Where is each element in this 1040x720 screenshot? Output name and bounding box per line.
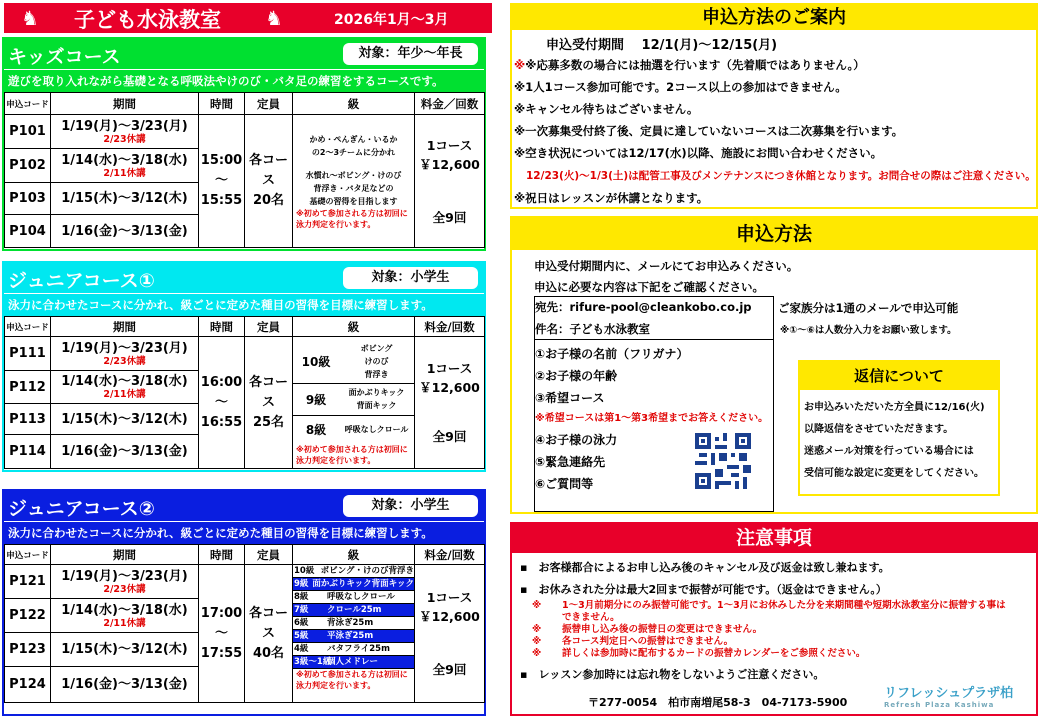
col-header: 期間 <box>51 545 199 565</box>
col-header: 期間 <box>51 93 199 115</box>
course-time: 17:00 ～ 17:55 <box>199 565 245 703</box>
email-template-box <box>534 296 774 512</box>
course-fee: 1コース ￥12,600 全9回 <box>415 565 485 703</box>
level-row: 6級 背泳ぎ25m <box>293 617 414 630</box>
course-code: P114 <box>5 435 51 469</box>
course-description: 泳力に合わせたコースに分かれ、級ごとに定めた種目の習得を目標に練習します。 <box>4 522 484 544</box>
col-header: 申込コード <box>5 317 51 337</box>
level-row: 4級 バタフライ25m <box>293 643 414 656</box>
course-period: 1/14(水)～3/18(水) 2/11休講 <box>51 599 199 633</box>
field-item: ③希望コース <box>535 391 605 405</box>
course-code: P124 <box>5 667 51 703</box>
term-dates: 2026年1月～3月 <box>334 12 449 28</box>
target-badge: 対象：小学生 <box>343 495 478 517</box>
course-code: P112 <box>5 371 51 404</box>
course-code: P122 <box>5 599 51 633</box>
target-badge: 対象：小学生 <box>343 267 478 289</box>
qr-code-icon[interactable] <box>695 433 751 489</box>
col-header: 定員 <box>245 93 293 115</box>
course-fee: 1コース ￥12,600 全9回 <box>415 337 485 469</box>
header-banner <box>4 3 492 33</box>
junior1-course-panel <box>2 261 486 472</box>
col-header: 時間 <box>199 317 245 337</box>
course-period: 1/19(月)～3/23(月) 2/23休講 <box>51 565 199 599</box>
caution-box <box>510 522 1038 716</box>
maintenance-notice: 12/23(火)～1/3(土)は配管工事及びメンテナンスにつき休館となります。お問合せの際はご注意ください。 <box>526 170 1036 182</box>
level-row: 8級 呼吸なしクロール <box>293 591 414 604</box>
caution-item: ▪ お休みされた分は最大2回まで振替が可能です。（返金はできません。） <box>520 583 887 596</box>
course-code: P123 <box>5 633 51 667</box>
col-header: 料金／回数 <box>415 93 485 115</box>
reply-title: 返信について <box>800 362 998 390</box>
col-header: 期間 <box>51 317 199 337</box>
target-badge: 対象：年少～年長 <box>343 43 478 65</box>
caution-title: 注意事項 <box>512 524 1036 553</box>
course-code: P102 <box>5 149 51 183</box>
field-item: ②お子様の年齢 <box>535 369 618 383</box>
holiday-notice: ※祝日はレッスンが休講となります。 <box>514 191 709 205</box>
course-time: 15:00 ～ 15:55 <box>199 115 245 248</box>
course-period: 1/19(月)～3/23(月) 2/23休講 <box>51 115 199 149</box>
col-header: 申込コード <box>5 93 51 115</box>
course-time: 16:00 ～ 16:55 <box>199 337 245 469</box>
table-row <box>5 565 485 599</box>
course-levels: 10級 ボビング・けのび背浮き 9級 面かぶりキック背面キック 8級 呼吸なしクロール 7級 クロール25m 6級 背泳ぎ25m 5級 平泳ぎ25m 4級 バタフライ25m 3級～1級 個人メドレー ※初めて参加される方は初回に泳力判定を行います。 <box>293 565 415 703</box>
level-row: 5級 平泳ぎ25m <box>293 630 414 643</box>
method-line: 申込受付期間内に、メールにてお申込みください。 <box>534 259 799 273</box>
level-row: 7級 クロール25m <box>293 604 414 617</box>
table-header-row <box>5 545 485 565</box>
course-capacity: 各コース 20名 <box>245 115 293 248</box>
level-row: 10級 ボビング・けのび背浮き <box>293 565 414 578</box>
course-period: 1/15(木)～3/12(木) <box>51 183 199 215</box>
guide-item: ※空き状況については12/17(水)以降、施設にお問い合わせください。 <box>514 146 883 160</box>
course-period: 1/15(木)～3/12(木) <box>51 633 199 667</box>
reply-line: 以降返信をさせていただきます。 <box>804 424 954 435</box>
col-header: 定員 <box>245 317 293 337</box>
course-code: P103 <box>5 183 51 215</box>
course-code: P121 <box>5 565 51 599</box>
level-row: 3級～1級 個人メドレー <box>293 656 414 669</box>
course-code: P101 <box>5 115 51 149</box>
course-code: P111 <box>5 337 51 371</box>
course-choice-note: ※希望コースは第1～第3希望までお答えください。 <box>535 413 769 424</box>
method-line: 申込に必要な内容は下記をご確認ください。 <box>534 280 764 294</box>
col-header: 定員 <box>245 545 293 565</box>
guide-item: ※キャンセル待ちはございません。 <box>514 102 699 116</box>
horse-icon: ♞ <box>265 6 283 30</box>
kids-course-panel <box>2 37 486 251</box>
course-table <box>4 316 485 469</box>
col-header: 級 <box>293 93 415 115</box>
email-subject: 件名：子ども水泳教室 <box>535 322 650 336</box>
course-name: ジュニアコース② <box>8 498 155 520</box>
course-name: ジュニアコース① <box>8 270 155 292</box>
table-row <box>5 337 485 371</box>
family-input-note: ※①～⑥は人数分入力をお願い致します。 <box>780 325 957 336</box>
kids-course-header <box>4 39 484 69</box>
junior2-course-panel <box>2 489 486 716</box>
level-row: 9級 面かぶりキック背面キック <box>293 578 414 591</box>
table-row <box>5 115 485 149</box>
level-row: 8級 呼吸なしクロール <box>305 423 409 437</box>
email-address[interactable]: 宛先：rifure-pool@cleankobo.co.jp <box>535 300 752 314</box>
course-table <box>4 544 485 703</box>
application-period: 申込受付期間 12/1(月)～12/15(月) <box>546 38 778 53</box>
caution-item: ▪ レッスン参加時には忘れ物をしないようご注意ください。 <box>520 668 825 681</box>
application-method-box <box>510 216 1038 514</box>
col-header: 申込コード <box>5 545 51 565</box>
table-header-row <box>5 93 485 115</box>
course-levels: かめ・ぺんぎん・いるか の2～3チームに分かれ 水慣れ～ボビング・けのび 背浮き・バタ足などの 基礎の習得を目指します ※初めて参加される方は初回に泳力判定を行います。 <box>293 115 415 248</box>
course-capacity: 各コース 25名 <box>245 337 293 469</box>
horse-icon: ♞ <box>21 6 39 30</box>
junior2-course-header <box>4 491 484 521</box>
course-period: 1/16(金)～3/13(金) <box>51 435 199 469</box>
course-period: 1/14(水)～3/18(水) 2/11休講 <box>51 149 199 183</box>
course-period: 1/14(水)～3/18(水) 2/11休講 <box>51 371 199 404</box>
course-name: キッズコース <box>8 46 121 68</box>
guide-title: 申込方法のご案内 <box>512 5 1036 30</box>
reply-line: お申込みいただいた方全員に12/16(火) <box>804 402 985 413</box>
level-row: 10級 ボビング けのび 背浮き <box>293 340 414 384</box>
course-period: 1/16(金)～3/13(金) <box>51 667 199 703</box>
course-code: P104 <box>5 215 51 248</box>
col-header: 級 <box>293 317 415 337</box>
junior1-course-header <box>4 263 484 293</box>
caution-subnotes: ※ 1～3月前期分にのみ振替可能です。1～3月にお休みした分を来期間種や短期水泳教室分に振替する事はできません。 ※ 振替申し込み後の振替日の変更はできません。 ※ 各コース判定日への振替はできません。 ※ 詳しくは参加時に配布するカードの振替カレンダーをご参照ください。 <box>532 600 1006 659</box>
guide-item: ※1人1コース参加可能です。2コース以上の参加はできません。 <box>514 80 847 94</box>
course-description: 遊びを取り入れながら基礎となる呼吸法やけのび・バタ足の練習をするコースです。 <box>4 70 484 92</box>
method-title: 申込方法 <box>512 218 1036 250</box>
page-title: 子ども水泳教室 <box>74 8 221 32</box>
guide-item: ※※応募多数の場合には抽選を行います（先着順ではありません。） <box>514 58 865 72</box>
field-item: ⑥ご質問等 <box>535 477 594 491</box>
guide-item: ※一次募集受付終了後、定員に達していないコースは二次募集を行います。 <box>514 124 904 138</box>
course-levels: 10級 ボビング けのび 背浮き 9級 面かぶりキック 背面キック 8級 呼吸なしクロール ※初めて参加される方は初回に泳力判定を行います。 <box>293 337 415 469</box>
course-description: 泳力に合わせたコースに分かれ、級ごとに定めた種目の習得を目標に練習します。 <box>4 294 484 316</box>
course-code: P113 <box>5 404 51 435</box>
application-guide-box <box>510 3 1038 209</box>
col-header: 級 <box>293 545 415 565</box>
reply-line: 受信可能な設定に変更をしてください。 <box>804 468 984 479</box>
course-table <box>4 92 485 248</box>
facility-address: 〒277-0054 柏市南増尾58-3 04-7173-5900 <box>588 696 848 709</box>
field-item: ⑤緊急連絡先 <box>535 455 606 469</box>
field-item: ④お子様の泳力 <box>535 433 618 447</box>
course-period: 1/15(木)～3/12(木) <box>51 404 199 435</box>
facility-logo: リフレッシュプラザ柏 Refresh Plaza Kashiwa <box>884 686 1014 709</box>
reply-box <box>798 360 1000 496</box>
course-period: 1/19(月)～3/23(月) 2/23休講 <box>51 337 199 371</box>
table-header-row <box>5 317 485 337</box>
col-header: 時間 <box>199 545 245 565</box>
course-fee: 1コース ￥12,600 全9回 <box>415 115 485 248</box>
course-period: 1/16(金)～3/13(金) <box>51 215 199 248</box>
field-item: ①お子様の名前（フリガナ） <box>535 347 689 361</box>
course-capacity: 各コース 40名 <box>245 565 293 703</box>
level-row: 9級 面かぶりキック 背面キック <box>293 384 414 416</box>
caution-item: ▪ お客様都合によるお申し込み後のキャンセル及び返金は致し兼ねます。 <box>520 561 890 574</box>
reply-line: 迷惑メール対策を行っている場合には <box>804 446 974 457</box>
col-header: 時間 <box>199 93 245 115</box>
col-header: 料金/回数 <box>415 317 485 337</box>
family-note: ご家族分は1通のメールで申込可能 <box>778 301 959 315</box>
col-header: 料金/回数 <box>415 545 485 565</box>
